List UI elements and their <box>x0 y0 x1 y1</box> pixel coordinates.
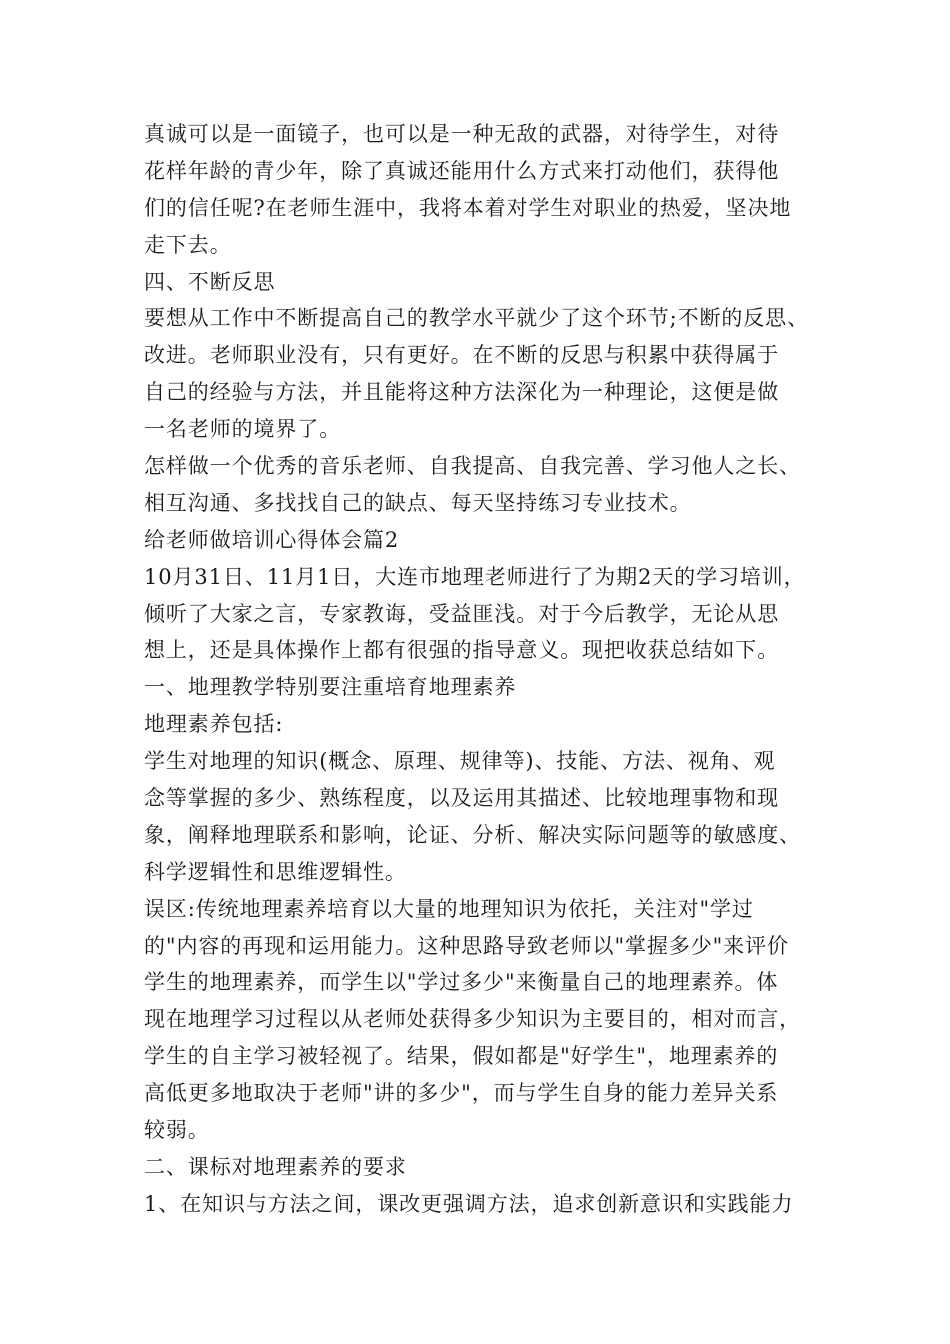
text-line: 学生对地理的知识(概念、原理、规律等)、技能、方法、视角、观 <box>144 749 776 774</box>
text-line: 1、在知识与方法之间，课改更强调方法，追求创新意识和实践能力 <box>144 1191 794 1216</box>
text-line: 们的信任呢?在老师生涯中，我将本着对学生对职业的热爱，坚决地 <box>144 195 792 220</box>
text-line: 地理素养包括: <box>144 712 284 737</box>
section-heading: 一、地理教学特别要注重培育地理素养 <box>144 675 517 700</box>
text-line: 一名老师的境界了。 <box>144 417 342 442</box>
text-line: 较弱。 <box>144 1118 210 1143</box>
text-line: 走下去。 <box>144 232 232 257</box>
text-line: 的"内容的再现和运用能力。这种思路导致老师以"掌握多少"来评价 <box>144 933 789 958</box>
text-line: 怎样做一个优秀的音乐老师、自我提高、自我完善、学习他人之长、 <box>144 454 801 479</box>
text-line: 要想从工作中不断提高自己的教学水平就少了这个环节;不断的反思、 <box>144 306 809 331</box>
text-line: 误区:传统地理素养培育以大量的地理知识为依托，关注对"学过 <box>144 896 754 921</box>
section-heading: 四、不断反思 <box>144 269 276 294</box>
article-title: 给老师做培训心得体会篇2 <box>144 527 400 552</box>
document-body <box>144 116 824 1223</box>
text-line: 想上，还是具体操作上都有很强的指导意义。现把收获总结如下。 <box>144 638 780 663</box>
section-heading: 二、课标对地理素养的要求 <box>144 1154 407 1179</box>
text-line: 科学逻辑性和思维逻辑性。 <box>144 859 407 884</box>
text-line: 学生的地理素养，而学生以"学过多少"来衡量自己的地理素养。体 <box>144 970 779 995</box>
text-line: 高低更多地取决于老师"讲的多少"，而与学生自身的能力差异关系 <box>144 1081 779 1106</box>
text-line: 自己的经验与方法，并且能将这种方法深化为一种理论，这便是做 <box>144 380 780 405</box>
text-line: 相互沟通、多找找自己的缺点、每天坚持练习专业技术。 <box>144 490 692 515</box>
text-line: 真诚可以是一面镜子，也可以是一种无敌的武器，对待学生，对待 <box>144 122 780 146</box>
text-line: 改进。老师职业没有，只有更好。在不断的反思与积累中获得属于 <box>144 343 780 368</box>
text-line: 象，阐释地理联系和影响，论证、分析、解决实际问题等的敏感度、 <box>144 822 801 847</box>
text-line: 花样年龄的青少年，除了真诚还能用什么方式来打动他们，获得他 <box>144 158 780 183</box>
text-line: 现在地理学习过程以从老师处获得多少知识为主要目的，相对而言， <box>144 1007 801 1032</box>
text-line: 学生的自主学习被轻视了。结果，假如都是"好学生"，地理素养的 <box>144 1044 779 1069</box>
text-line: 念等掌握的多少、熟练程度，以及运用其描述、比较地理事物和现 <box>144 786 780 811</box>
text-line: 倾听了大家之言，专家教诲，受益匪浅。对于今后教学，无论从思 <box>144 601 780 626</box>
text-line: 10月31日、11月1日，大连市地理老师进行了为期2天的学习培训， <box>144 564 806 589</box>
